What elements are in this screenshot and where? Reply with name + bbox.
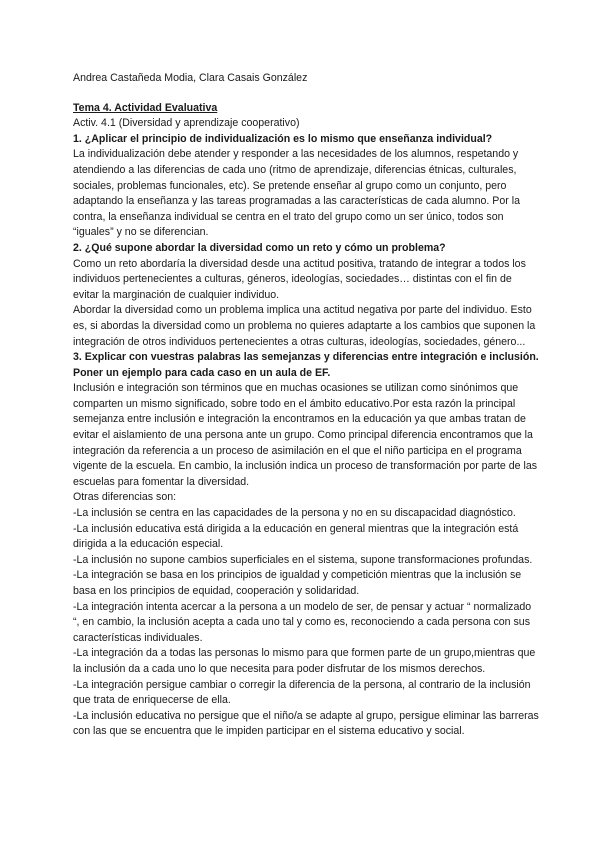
question-heading: 1. ¿Aplicar el principio de individualización es lo mismo que enseñanza individual? (73, 132, 493, 145)
difference-item: -La integración se basa en los principios de igualdad y competición mientras que la inclusión se basa en los principios de equidad, cooperación y solidaridad. (73, 569, 522, 597)
question-heading: 2. ¿Qué supone abordar la diversidad como un reto y cómo un problema? (73, 241, 446, 254)
answer-paragraph: Inclusión e integración son términos que en muchas ocasiones se utilizan como sinónimos que comparten un mismo significado, sobre todo en el ámbito educativo.Por esta razón la principal semejanza entre inclusión e integración la encontramos en la educación ya que ambas tratan de evitar el aislamiento de una persona ante un grupo. Como principal diferencia encontramos que la integración da referencia a un proceso de asimilación en el que el niño participa en el programa vigente de la escuela. En cambio, la inclusión indica un proceso de transformación por parte de las escuelas para fomentar la diversidad. (73, 382, 538, 488)
difference-item: -La integración persigue cambiar o corregir la diferencia de la persona, al contrario de la inclusión que trata de enriquecerse de ella. (73, 678, 531, 707)
question-2 (73, 241, 540, 350)
authors: Andrea Castañeda Modia, Clara Casais González (73, 72, 308, 84)
difference-item: -La inclusión se centra en las capacidades de la persona y no en su discapacidad diagnóstico. (73, 507, 516, 520)
document-title: Tema 4. Actividad Evaluativa (73, 101, 218, 114)
differences-list (73, 506, 540, 740)
difference-item: -La integración intenta acercar a la persona a un modelo de ser, de pensar y actuar “ normalizado “, en cambio, la inclusión acepta a cada uno tal y como es, reconociendo a cada persona con sus características individuales. (73, 600, 532, 644)
difference-item: -La inclusión educativa no persigue que el niño/a se adapte al grupo, persigue eliminar las barreras con las que se encuentra que le impiden participar en el sistema educativo y social. (73, 709, 539, 738)
question-3 (73, 350, 540, 740)
question-1 (73, 132, 540, 241)
difference-item: -La inclusión no supone cambios superficiales en el sistema, supone transformaciones profundas. (73, 553, 533, 566)
difference-item: -La integración da a todas las personas lo mismo para que formen parte de un grupo,mientras que la inclusión da a cada uno lo que necesita para poder disfrutar de los mismos derechos. (73, 647, 536, 675)
answer-paragraph: Abordar la diversidad como un problema implica una actitud negativa por parte del individuo. Esto es, si abordas la diversidad como un problema no quieres adaptarte a los cambios que suponen la integración de otros individuos pertenecientes a otras culturas, ideologías, sociedades, género... (73, 304, 536, 348)
difference-item: -La inclusión educativa está dirigida a la educación en general mientras que la integración está dirigida a la educación especial. (73, 522, 519, 551)
answer-paragraph: La individualización debe atender y responder a las necesidades de los alumnos, respetando y atendiendo a las diferencias de cada uno (ritmo de aprendizaje, diferencias étnicas, culturales, sociales, problemas funcionales, etc). Se pretende enseñar al grupo como un conjunto, pero adaptando la enseñanza y las tareas programadas a las características de cada alumno. Por la contra, la enseñanza individual se centra en el trato del grupo como un ser único, todos son “iguales” y no se diferencian. (73, 148, 520, 239)
document-subtitle: Activ. 4.1 (Diversidad y aprendizaje cooperativo) (73, 117, 300, 130)
answer-paragraph: Otras diferencias son: (73, 491, 177, 504)
question-heading: 3. Explicar con vuestras palabras las semejanzas y diferencias entre integración e inclusión. Poner un ejemplo para cada caso en un aula de EF. (73, 351, 539, 379)
answer-paragraph: Como un reto abordaría la diversidad desde una actitud positiva, tratando de integrar a todos los individuos pertenecientes a culturas, géneros, ideologías, sociedades… distintas con el fin de evitar la marginación de cualquier individuo. (73, 257, 526, 301)
